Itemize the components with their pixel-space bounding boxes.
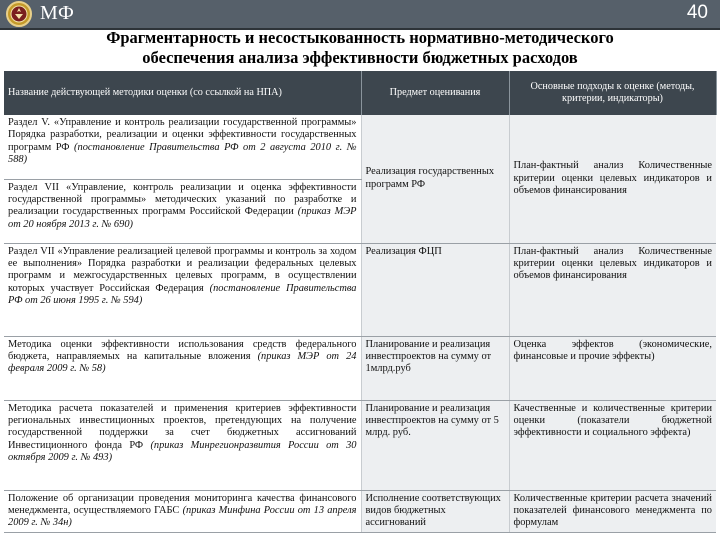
subject-cell: Реализация ФЦП <box>361 243 509 336</box>
approach-cell: Оценка эффектов (экономические, финансовые и прочие эффекты) <box>509 336 716 400</box>
table-row <box>4 336 716 400</box>
method-text: Положение об организации проведения мониторинга качества финансового менеджмента, осуществляемого ГАБС <box>8 492 357 516</box>
table-row <box>4 243 716 336</box>
column-header-subject: Предмет оценивания <box>361 71 509 115</box>
subject-cell: Реализация государственных программ РФ <box>361 115 509 243</box>
subject-cell: Планирование и реализация инвестпроектов на сумму от 1млрд.руб <box>361 336 509 400</box>
method-text: Раздел V. «Управление и контроль реализации государственной программы» Порядка разработки, реализации и оценки эффективности государственных программ РФ <box>8 117 357 153</box>
methods-table <box>4 71 717 533</box>
subject-cell: Планирование и реализация инвестпроектов на сумму от 5 млрд. руб. <box>361 400 509 490</box>
approach-cell: Количественные критерии расчета значений показателей финансового менеджмента по формулам <box>509 490 716 532</box>
method-text: Методика расчета показателей и применения критериев эффективности региональных инвестиционных проектов, претендующих на получение государственной поддержки за счет бюджетных ассигнований Инвестиционного фонда РФ <box>8 402 357 451</box>
method-source: (приказ Минрегионразвития России от 30 октября 2009 г. № 493) <box>8 439 357 464</box>
method-source: (приказ МЭР от 20 ноября 2013 г. № 690) <box>8 206 357 230</box>
method-cell <box>4 490 361 532</box>
emblem-icon <box>6 1 32 27</box>
table-row <box>4 400 716 490</box>
method-text: Раздел VII «Управление реализацией целевой программы и контроль за ходом ее выполнения» Порядка разработки и реализации федеральных целевых программ и межгосударственных целевых программ, в осуществлении которых участвует Российская Федерация <box>8 245 357 294</box>
approach-cell: Качественные и количественные критерии оценки (показатели бюджетной эффективности и социального эффекта) <box>509 400 716 490</box>
method-source: (постановление Правительства РФ от 26 июня 1995 г. № 594) <box>8 282 357 307</box>
method-cell <box>4 243 361 336</box>
table-row <box>4 490 716 532</box>
method-source: (приказ МЭР от 24 февраля 2009 г. № 58) <box>8 350 357 375</box>
method-source: (постановление Правительства РФ от 2 августа 2010 г. № 588) <box>8 141 357 166</box>
method-cell <box>4 115 361 179</box>
title-line-2: обеспечения анализа эффективности бюджетных расходов <box>142 48 578 67</box>
method-text: Методика оценки эффективности использования средств федерального бюджета, направляемых на капитальные вложения <box>8 338 357 362</box>
method-source: (приказ Минфина России от 13 апреля 2009 г. № 34н) <box>8 504 357 529</box>
slide-number: 40 <box>686 2 708 23</box>
table-header-row <box>4 71 716 115</box>
header-bar <box>0 0 720 30</box>
page-title <box>20 28 700 68</box>
approach-cell: План-фактный анализ Количественные критерии оценки целевых индикаторов и объемов финансирования <box>509 115 716 243</box>
approach-cell: План-фактный анализ Количественные критерии оценки целевых индикаторов и объемов финансирования <box>509 243 716 336</box>
method-cell <box>4 336 361 400</box>
method-text: Раздел VII «Управление, контроль реализации и оценка эффективности государственной программы» методических указаний по разработке и реализации государственных программ Российской Федерации <box>8 181 357 218</box>
subject-cell: Исполнение соответствующих видов бюджетных ассигнований <box>361 490 509 532</box>
table-row <box>4 115 716 179</box>
method-cell <box>4 400 361 490</box>
title-line-1: Фрагментарность и несостыкованность нормативно-методического <box>106 28 614 47</box>
method-cell <box>4 179 361 243</box>
column-header-method: Название действующей методики оценки (со ссылкой на НПА) <box>4 71 361 115</box>
logo-text: МФ <box>40 2 75 24</box>
column-header-approach: Основные подходы к оценке (методы, критерии, индикаторы) <box>509 71 716 115</box>
